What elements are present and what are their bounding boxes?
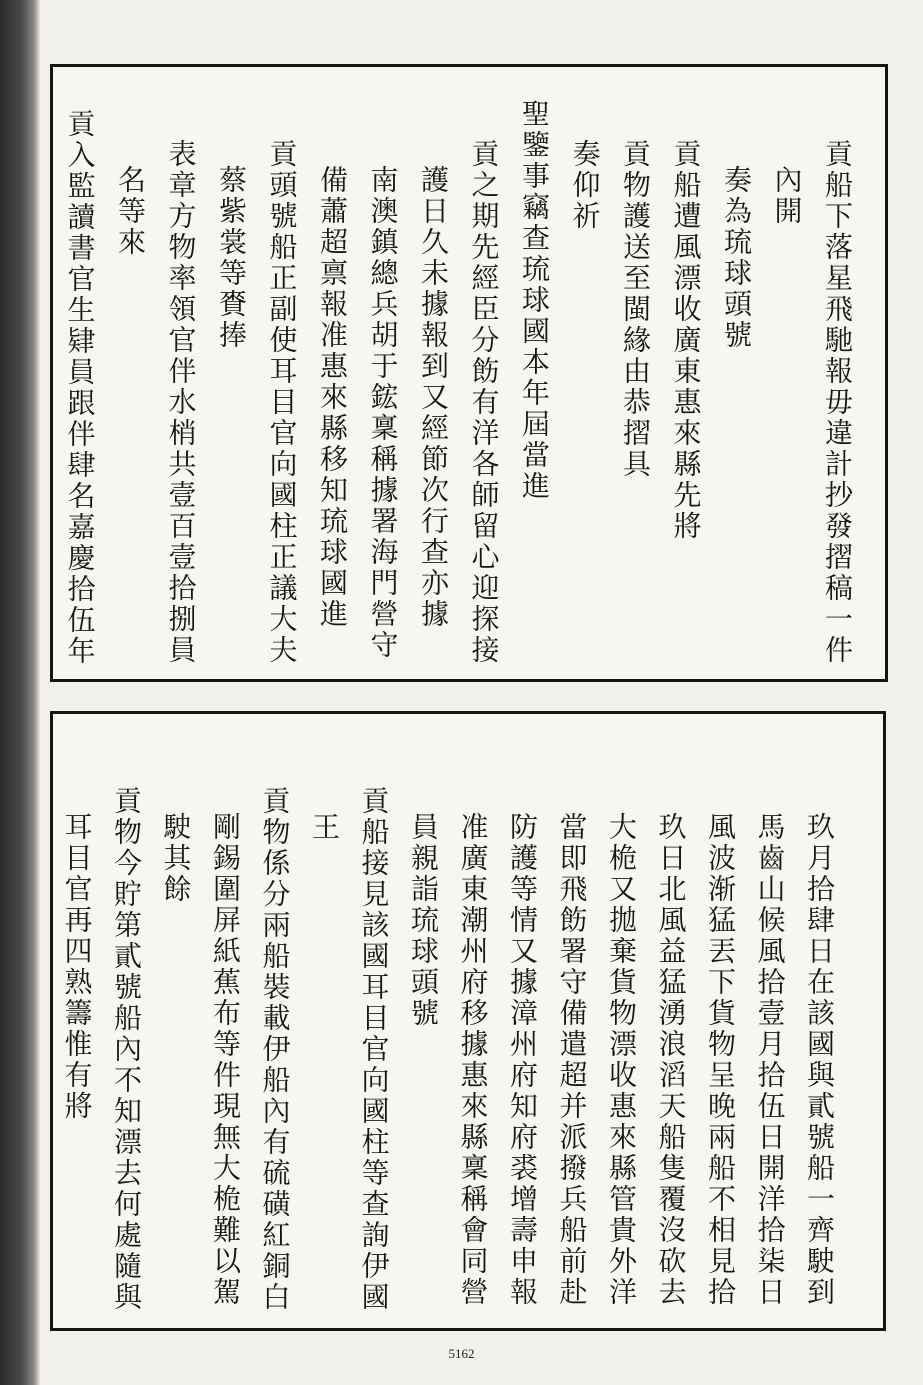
text-column: 貢物護送至閩緣由恭摺具: [619, 139, 652, 480]
text-column: 防護等情又據漳州府知府裘增壽申報: [506, 812, 539, 1308]
text-column: 當即飛飭署守備遣超并派撥兵船前赴: [555, 812, 589, 1308]
text-column: 員親詣琉球頭號: [407, 812, 440, 1029]
text-column: 內開: [770, 165, 804, 227]
text-column: 玖日北風益猛湧浪滔天船隻覆沒砍去: [654, 812, 688, 1308]
bottom-document-panel: [50, 711, 886, 1331]
text-column: 准廣東潮州府移據惠來縣稟稱會同營: [456, 812, 490, 1308]
text-column: 貢頭號船正副使耳目官向國柱正議大夫: [265, 139, 299, 666]
text-column: 風波渐猛丟下貨物呈晚兩船不相見拾: [704, 812, 737, 1308]
text-column: 聖鑒事竊查琉球國本年屆當進: [518, 99, 551, 502]
text-column: 名等來: [114, 165, 147, 258]
text-column: 王: [308, 812, 341, 843]
text-column: 表章方物率領官伴水梢共壹百壹拾捌員: [164, 139, 198, 666]
text-column: 耳目官再四熟籌惟有將: [60, 812, 94, 1122]
text-column: 駛其餘: [159, 812, 193, 905]
text-column: 護日久未據報到又經節次行查亦據: [417, 165, 450, 630]
text-column: 南澳鎮總兵胡于鋐稟稱據署海門營守: [366, 165, 400, 661]
text-column: 備蕭超禀報准惠來縣移知琉球國進: [316, 165, 349, 630]
text-column: 蔡紫裳等賚捧: [215, 165, 248, 351]
top-document-panel: [50, 64, 888, 682]
text-column: 貢物係分兩船裝載伊船內有硫磺紅銅白: [258, 786, 292, 1313]
text-column: 貢船接見該國耳目官向國柱等查詢伊國: [357, 786, 391, 1313]
text-column: 奏仰祈: [568, 139, 602, 232]
page-number: 5162: [448, 1346, 475, 1361]
text-column: 玖月拾肆日在該國與貳號船一齊駛到: [803, 812, 836, 1308]
book-binding-shadow: [0, 0, 40, 1385]
text-column: 奏為琉球頭號: [720, 165, 753, 351]
text-column: 剛錫圍屏紙蕉布等件現無大桅難以駕: [209, 812, 242, 1308]
text-column: 馬齒山候風拾壹月拾伍日開洋拾柒日: [753, 812, 787, 1308]
text-column: 貢入監讀書官生肄員跟伴肆名嘉慶拾伍年: [63, 109, 97, 667]
text-column: 貢船下落星飛馳報毋違計抄發摺稿一件: [821, 139, 854, 666]
text-column: 貢物今貯第貳號船內不知漂去何處隨與: [110, 786, 143, 1313]
text-column: 大桅又拋棄貨物漂收惠來縣管貴外洋: [605, 812, 638, 1308]
text-column: 貢之期先經臣分飭有洋各師留心迎探接: [467, 139, 501, 666]
text-column: 貢船遭風漂收廣東惠來縣先將: [669, 139, 703, 542]
